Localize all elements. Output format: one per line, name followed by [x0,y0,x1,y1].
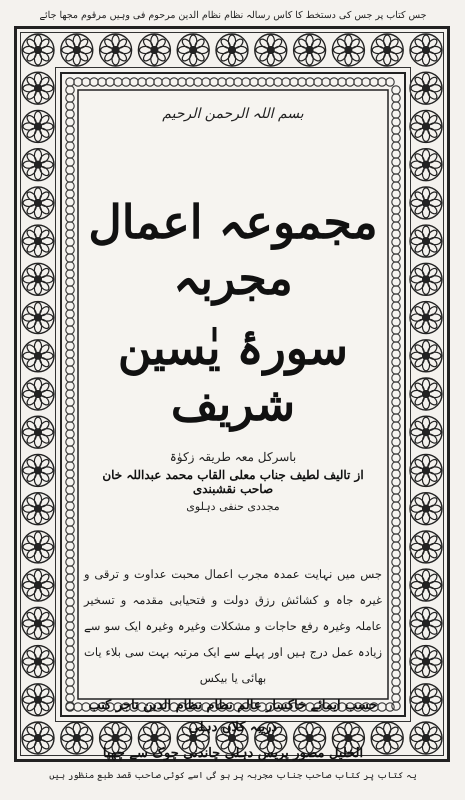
cable-link [392,198,400,206]
rosette-ornament [410,340,442,372]
cable-link [66,86,74,94]
publisher-line-1: حسب ایمائے خاکسار عالم نظام نظام الدین تاجر کتب دریبہ کلاں دہلی [88,698,378,735]
cable-link [392,574,400,582]
cable-link [74,703,82,711]
cable-link [282,78,290,86]
rosette-ornament [294,34,326,66]
cable-link [392,518,400,526]
cable-link [392,438,400,446]
cable-link [66,638,74,646]
cable-link [66,102,74,110]
cable-link [66,470,74,478]
rosette-ornament [410,722,442,754]
cable-link [392,598,400,606]
cable-link [122,78,130,86]
cable-link [66,574,74,582]
cable-link [392,702,400,710]
cable-link [66,238,74,246]
cable-link [392,558,400,566]
cable-link [392,566,400,574]
cable-link [66,206,74,214]
cable-link [242,78,250,86]
cable-link [66,382,74,390]
cable-link [66,406,74,414]
cable-link [146,78,154,86]
cable-link [66,318,74,326]
rosette-ornament [410,684,442,716]
cable-link [392,270,400,278]
cable-link [66,646,74,654]
cable-link [66,222,74,230]
rosette-ornament [216,34,248,66]
cable-link [258,78,266,86]
cable-link [66,286,74,294]
cable-link [392,486,400,494]
cable-link [66,246,74,254]
cable-link [66,294,74,302]
cable-link [392,366,400,374]
cable-link [392,94,400,102]
cable-link [392,214,400,222]
cable-link [392,630,400,638]
cable-link [392,102,400,110]
cable-link [392,230,400,238]
cable-link [392,638,400,646]
cable-link [66,350,74,358]
cable-link [386,703,394,711]
cable-link [66,366,74,374]
rosette-ornament [177,34,209,66]
cable-link [106,78,114,86]
cable-link [392,462,400,470]
cable-link [392,478,400,486]
cable-link [66,142,74,150]
cable-link [66,334,74,342]
cable-link [138,78,146,86]
cable-link [392,190,400,198]
cable-link [82,78,90,86]
cable-link [66,534,74,542]
cable-link [66,126,74,134]
rosette-ornament [255,34,287,66]
cable-link [66,158,74,166]
cable-link [66,166,74,174]
main-title-line-2: سورۂ یٰسین شریف [117,321,349,431]
cable-link [386,78,394,86]
rosette-ornament [410,34,442,66]
cable-link [392,622,400,630]
cable-link [66,422,74,430]
cable-link [66,230,74,238]
cable-link [330,78,338,86]
header-note: جس کتاب پر جس کی دستخط کا کاس رسالہ نظام نظام الدین مرحوم فی وہیں مرقوم مجھا جائے [39,10,427,21]
cable-link [66,446,74,454]
cable-link [306,78,314,86]
cable-link [392,206,400,214]
cable-link [66,78,74,86]
cable-link [298,78,306,86]
cable-link [130,78,138,86]
rosette-ornament [410,302,442,334]
rosette-ornament [22,646,54,678]
cable-link [202,78,210,86]
rosette-ornament [22,225,54,257]
rosette-ornament [22,531,54,563]
cable-link [392,334,400,342]
cable-link [162,78,170,86]
cable-link [392,446,400,454]
cable-link [392,694,400,702]
author-line-1: از تالیف لطیف جناب معلی القاب محمد عبداللہ خان صاحب نقشبندی [102,468,364,496]
rosette-ornament [410,531,442,563]
cable-link [392,142,400,150]
cable-link [66,518,74,526]
cable-link [66,526,74,534]
rosette-ornament [410,493,442,525]
cable-link [392,494,400,502]
author-line-2: مجددی حنفی دہلوی [186,500,280,513]
cable-link [290,78,298,86]
cable-link [66,254,74,262]
cable-link [392,686,400,694]
cable-link [170,78,178,86]
cable-link [154,78,162,86]
rosette-ornament [371,34,403,66]
rosette-ornament [410,378,442,410]
rosette-ornament [22,722,54,754]
cable-link [210,78,218,86]
cable-link [114,78,122,86]
cable-link [186,78,194,86]
cable-link [66,614,74,622]
rosette-ornament [410,416,442,448]
cable-link [392,118,400,126]
publisher-line-2: الخلیل مصور پریس دہلی چاندنی چوک سے چھپا [102,746,364,761]
rosette-ornament [410,225,442,257]
cable-link [218,78,226,86]
rosette-ornament [410,607,442,639]
cable-link [66,566,74,574]
cable-link [392,222,400,230]
rosette-ornament [410,646,442,678]
cable-link [370,78,378,86]
cable-link [392,158,400,166]
cable-link [66,214,74,222]
rosette-ornament [22,454,54,486]
cable-link [66,670,74,678]
cable-link [90,78,98,86]
cable-link [250,78,258,86]
cable-link [226,78,234,86]
cable-link [362,78,370,86]
cable-link [392,374,400,382]
cable-link [66,182,74,190]
rosette-ornament [22,340,54,372]
cable-link [66,270,74,278]
cable-link [392,350,400,358]
footer-note: یہ کتاب پر کتاب صاحب جناب مجربہ پر ہو گی اسے کوئی صاحب قصد طبع منظور ہیں [49,771,417,781]
cable-link [66,502,74,510]
rosette-ornament [22,110,54,142]
rosette-ornament [22,149,54,181]
rosette-ornament [22,187,54,219]
cable-link [338,78,346,86]
cable-link [66,582,74,590]
cable-link [378,78,386,86]
rosette-ornament [22,416,54,448]
cable-link [66,198,74,206]
cable-link [392,358,400,366]
cable-link [66,678,74,686]
cable-link [354,78,362,86]
cable-link [392,134,400,142]
cable-link [392,342,400,350]
cable-link [66,462,74,470]
cable-link [66,438,74,446]
cable-link [66,150,74,158]
cable-link [392,86,400,94]
cable-link [66,694,74,702]
cable-link [314,78,322,86]
cable-link [66,558,74,566]
cable-link [66,654,74,662]
cable-link [392,166,400,174]
cable-link [66,606,74,614]
cable-link [346,78,354,86]
rosette-ornament [410,454,442,486]
cable-link [66,342,74,350]
cable-link [392,582,400,590]
cable-link [66,94,74,102]
rosette-ornament [410,72,442,104]
cable-link [66,118,74,126]
cable-link [66,134,74,142]
cable-link [66,398,74,406]
cable-link [392,646,400,654]
cable-link [66,630,74,638]
cable-link [392,534,400,542]
cable-link [274,78,282,86]
cable-link [74,78,82,86]
cable-link [392,542,400,550]
cable-link [392,150,400,158]
cable-link [392,310,400,318]
cable-link [66,686,74,694]
rosette-ornament [410,149,442,181]
cable-link [392,526,400,534]
cable-link [178,78,186,86]
cable-link [392,422,400,430]
cable-link [66,358,74,366]
cable-link [66,278,74,286]
cable-link [392,470,400,478]
cable-link [392,238,400,246]
cable-link [392,670,400,678]
cable-link [66,110,74,118]
cable-link [392,174,400,182]
rosette-ornament [22,34,54,66]
cable-link [322,78,330,86]
rosette-ornament [22,607,54,639]
cable-link [66,494,74,502]
cable-link [66,174,74,182]
cable-link [392,278,400,286]
cable-link [66,590,74,598]
cable-link [66,302,74,310]
main-title-line-1: مجموعہ اعمال مجربہ [88,195,378,305]
cable-link [66,510,74,518]
cable-link [392,390,400,398]
rosette-ornament [22,302,54,334]
cable-link [392,398,400,406]
rosette-ornament [22,493,54,525]
cable-link [392,262,400,270]
cable-link [66,478,74,486]
rosette-ornament [410,569,442,601]
rosette-ornament [410,263,442,295]
cable-link [392,430,400,438]
cable-link [98,78,106,86]
rosette-ornament [22,378,54,410]
rosette-ornament [410,187,442,219]
rosette-ornament [61,34,93,66]
cable-link [392,414,400,422]
title-page-content [84,98,382,761]
cable-link [392,294,400,302]
cable-link [392,590,400,598]
rosette-ornament [138,34,170,66]
cable-link [392,286,400,294]
rosette-ornament [22,569,54,601]
cable-link [392,326,400,334]
cable-link [66,542,74,550]
cable-link [266,78,274,86]
rosette-ornament [100,34,132,66]
cable-link [392,454,400,462]
cable-link [66,310,74,318]
cable-link [66,414,74,422]
cable-link [194,78,202,86]
cable-link [66,262,74,270]
cable-link [392,510,400,518]
subtitle: باسرکل معہ طریقہ زکوٰۃ [169,450,297,464]
cable-link [66,326,74,334]
cable-link [66,430,74,438]
cable-link [66,550,74,558]
cable-link [392,318,400,326]
bismillah: بسم اللہ الرحمن الرحیم [162,106,304,122]
cable-link [392,502,400,510]
cable-link [66,190,74,198]
cable-link [66,662,74,670]
cable-link [392,302,400,310]
cable-link [392,654,400,662]
cable-link [392,246,400,254]
cable-link [392,382,400,390]
rosette-ornament [22,684,54,716]
cable-link [392,678,400,686]
rosette-ornament [22,263,54,295]
cable-link [66,454,74,462]
cable-link [392,126,400,134]
cable-link [66,622,74,630]
cable-link [234,78,242,86]
cable-link [392,254,400,262]
cable-link [66,598,74,606]
cable-link [66,486,74,494]
cable-link [392,662,400,670]
rosette-ornament [332,34,364,66]
cable-link [392,406,400,414]
rosette-ornament [410,110,442,142]
cable-link [392,550,400,558]
cable-link [66,374,74,382]
rosette-ornament [22,72,54,104]
cable-link [392,110,400,118]
cable-link [392,606,400,614]
cable-link [392,182,400,190]
cable-link [66,390,74,398]
description: جس میں نہایت عمدہ مجرب اعمال محبت عداوت و ترقی و غیرہ جاہ و کشائش رزق دولت و فتحیابی مقدمہ و تسخیر عاملہ وغیرہ رفع حاجات و مشکلات وغیرہ وغیرہ ایک سو سے زیادہ عمل درج ہیں اور پہلے سے ایک مرتبہ بہت سی بلاء یات بھائی یا بیکس [84,567,382,685]
cable-link [392,614,400,622]
